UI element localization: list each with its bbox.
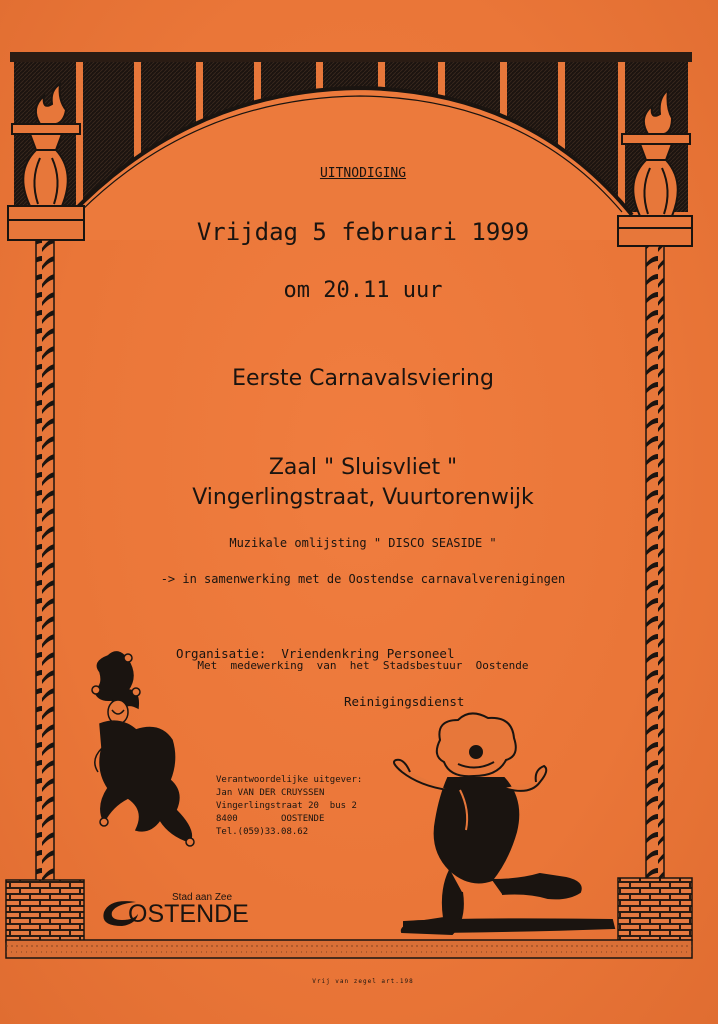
clown-figure-icon (394, 713, 614, 934)
stamp-note: Vrij van zegel art.198 (312, 978, 414, 985)
venue-name: Zaal " Sluisvliet " (268, 455, 458, 480)
twisted-column-right (641, 246, 669, 952)
collaboration-line: -> in samenwerking met de Oostendse carnavalverenigingen (160, 572, 566, 586)
brand-tagline: Stad aan Zee (172, 892, 233, 903)
organisation-line-2: Reinigingsdienst (344, 694, 465, 709)
music-line: Muzikale omlijsting " DISCO SEASIDE " (229, 536, 497, 550)
event-title: Eerste Carnavalsviering (232, 366, 494, 391)
cooperation-line: Met medewerking van het Stadsbestuur Oostende (197, 659, 529, 672)
brick-wall-left (6, 880, 84, 942)
publisher-postal-city: 8400 OOSTENDE (216, 814, 325, 824)
invitation-heading: UITNODIGING (319, 166, 407, 181)
organisation-block (176, 614, 464, 742)
event-date: Vrijdag 5 februari 1999 (196, 218, 530, 246)
publisher-street: Vingerlingstraat 20 bus 2 (216, 801, 357, 811)
ground-strip (6, 940, 692, 958)
organisation-line-1: Vriendenkring Personeel (281, 646, 455, 661)
publisher-block (216, 774, 362, 839)
venue-address: Vingerlingstraat, Vuurtorenwijk (192, 485, 534, 510)
publisher-label: Verantwoordelijke uitgever: (216, 775, 363, 785)
publisher-phone: Tel.(059)33.08.62 (216, 827, 309, 837)
organisation-label: Organisatie: (176, 646, 267, 661)
twisted-column-left (30, 240, 58, 952)
publisher-name: Jan VAN DER CRUYSSEN (216, 788, 325, 798)
venue-block (4, 453, 718, 513)
brand-name: OSTENDE (128, 900, 249, 928)
brick-wall-right (618, 878, 692, 940)
event-time: om 20.11 uur (283, 278, 443, 303)
top-gate (10, 52, 692, 240)
